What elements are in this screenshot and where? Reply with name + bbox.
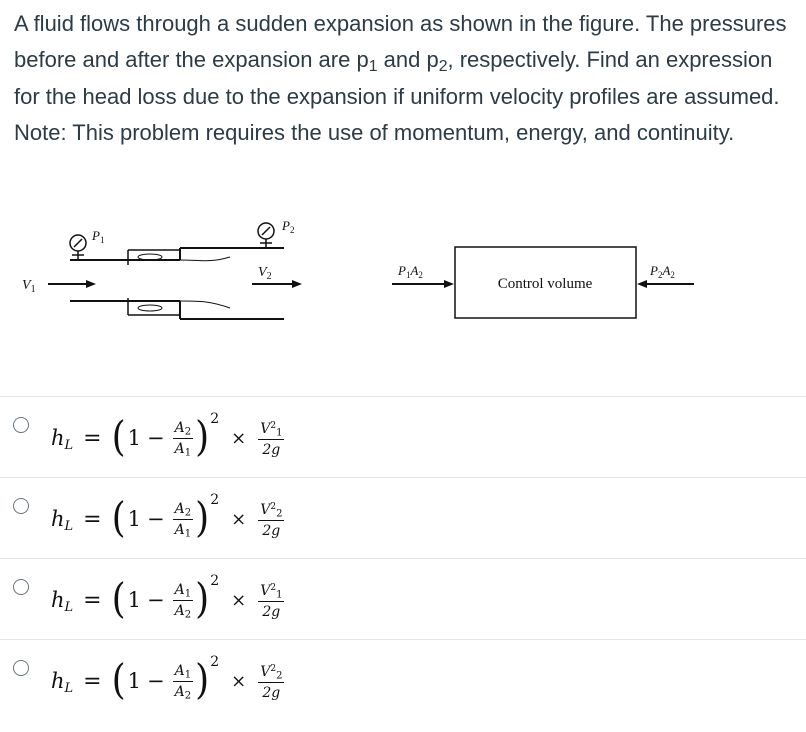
minus-sign: −	[147, 588, 165, 612]
right-force-label: $P_2A_2$	[650, 263, 675, 280]
expansion-figure	[0, 205, 806, 325]
left-paren: (	[111, 413, 126, 461]
right-force-arrow-icon	[637, 280, 694, 288]
answer-option-1[interactable]	[0, 396, 806, 477]
one: 1	[127, 588, 142, 612]
velocity-head: $\frac{V^2_1}{2g}$	[260, 420, 283, 458]
gauge-1-label: $P_1$	[92, 228, 105, 245]
area-ratio: $\frac{A_1}{A_2}$	[174, 662, 192, 701]
pressure-gauge-1-icon	[70, 235, 86, 260]
exponent: 2	[210, 492, 220, 508]
v2-arrow-icon	[252, 280, 302, 288]
right-paren: )	[195, 494, 210, 542]
answer-equation	[51, 569, 286, 631]
exponent: 2	[210, 573, 220, 589]
left-paren: (	[111, 575, 126, 623]
control-volume-label: Control volume	[497, 276, 593, 292]
pressure-gauge-2-icon	[258, 223, 274, 248]
one: 1	[127, 507, 142, 531]
area-ratio: $\frac{A_1}{A_2}$	[174, 581, 192, 620]
equals-sign: =	[83, 587, 102, 613]
one: 1	[127, 669, 142, 693]
answer-equation	[51, 488, 286, 550]
left-paren: (	[111, 656, 126, 704]
velocity-head: $\frac{V^2_2}{2g}$	[260, 501, 283, 539]
area-ratio: $\frac{A_2}{A_1}$	[174, 500, 192, 539]
question-part-3: , respectively. Find an expression for the head loss due to the expansion if uniform velocity profiles are assumed. Note: This problem requires the use of momentum, energy, and continuity.	[14, 47, 780, 146]
times-sign: ×	[231, 589, 247, 611]
equals-sign: =	[83, 506, 102, 532]
right-paren: )	[195, 413, 210, 461]
left-force-arrow-icon	[392, 280, 454, 288]
right-paren: )	[195, 656, 210, 704]
area-ratio: $\frac{A_2}{A_1}$	[174, 419, 192, 458]
v1-arrow-icon	[48, 280, 96, 288]
pipe-outline	[70, 248, 284, 319]
question-part-1: A fluid flows through a sudden expansion as shown in the figure. The pressures before and after the expansion are p	[14, 11, 787, 73]
gauge-2-label: $P_2$	[282, 218, 295, 235]
answer-option-2[interactable]	[0, 477, 806, 558]
left-paren: (	[111, 494, 126, 542]
hl-variable: $h_L$	[51, 669, 74, 696]
radio-button-icon[interactable]	[13, 660, 29, 676]
question-part-2: and p	[377, 47, 439, 73]
answer-equation	[51, 407, 286, 469]
hl-variable: $h_L$	[51, 588, 74, 615]
radio-button-icon[interactable]	[13, 417, 29, 433]
question-sub-2: 2	[438, 58, 448, 76]
times-sign: ×	[231, 670, 247, 692]
minus-sign: −	[147, 507, 165, 531]
v2-label: $V_2$	[258, 265, 272, 282]
equals-sign: =	[83, 668, 102, 694]
answer-option-4[interactable]	[0, 639, 806, 720]
v1-label: $V_1$	[22, 278, 36, 295]
exponent: 2	[210, 411, 220, 427]
radio-button-icon[interactable]	[13, 579, 29, 595]
minus-sign: −	[147, 426, 165, 450]
one: 1	[127, 426, 142, 450]
equals-sign: =	[83, 425, 102, 451]
left-force-label: $P_1A_2$	[398, 263, 423, 280]
radio-button-icon[interactable]	[13, 498, 29, 514]
answer-option-3[interactable]	[0, 558, 806, 639]
exponent: 2	[210, 654, 220, 670]
streamlines	[138, 254, 230, 311]
hl-variable: $h_L$	[51, 426, 74, 453]
hl-variable: $h_L$	[51, 507, 74, 534]
velocity-head: $\frac{V^2_1}{2g}$	[260, 582, 283, 620]
question-text	[14, 6, 794, 152]
velocity-head: $\frac{V^2_2}{2g}$	[260, 663, 283, 701]
answer-equation	[51, 650, 286, 712]
answer-list	[0, 396, 806, 720]
question-sub-1: 1	[368, 58, 378, 76]
times-sign: ×	[231, 508, 247, 530]
minus-sign: −	[147, 669, 165, 693]
times-sign: ×	[231, 427, 247, 449]
right-paren: )	[195, 575, 210, 623]
